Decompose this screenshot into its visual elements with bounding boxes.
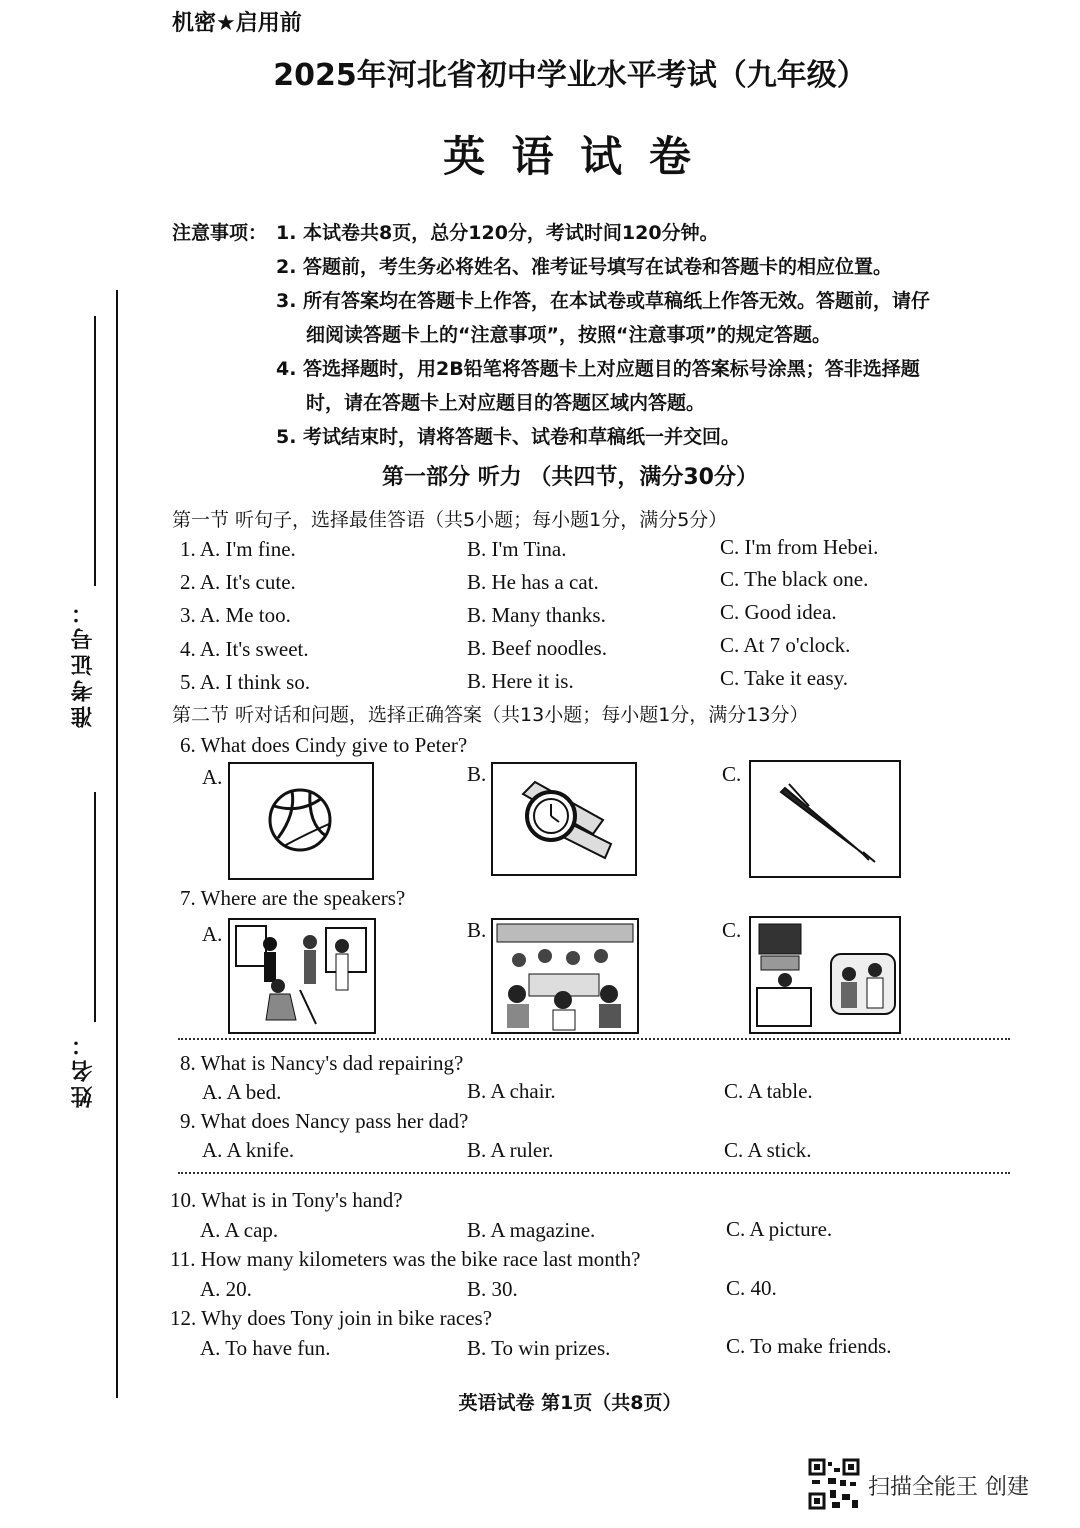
confidential-label: 机密★启用前 bbox=[172, 11, 302, 36]
q9-text: 9. What does Nancy pass her dad? bbox=[180, 1109, 469, 1133]
section1-title: 第一节 听句子，选择最佳答语（共5小题；每小题1分，满分5分） bbox=[172, 509, 728, 531]
part1-title: 第一部分 听力 （共四节，满分30分） bbox=[382, 465, 758, 490]
q12-option-a: A. To have fun. bbox=[200, 1336, 331, 1360]
q9-option-c: C. A stick. bbox=[724, 1138, 812, 1162]
living-room-icon bbox=[751, 918, 899, 1032]
q8-text: 8. What is Nancy's dad repairing? bbox=[180, 1051, 464, 1075]
paper-title: 英 语 试 卷 bbox=[443, 132, 697, 181]
q6-text: 6. What does Cindy give to Peter? bbox=[180, 733, 468, 757]
name-blank bbox=[94, 792, 96, 1022]
notice-item-2: 2. 答题前，考生务必将姓名、准考证号填写在试卷和答题卡的相应位置。 bbox=[276, 256, 893, 278]
q4-option-c: C. At 7 o'clock. bbox=[720, 633, 851, 657]
q12-option-c: C. To make friends. bbox=[726, 1334, 892, 1358]
binding-line bbox=[116, 290, 118, 1398]
q7-image-b bbox=[491, 918, 639, 1034]
q12-text: 12. Why does Tony join in bike races? bbox=[170, 1306, 493, 1330]
volleyball-icon bbox=[230, 764, 372, 878]
q9-option-a: A. A knife. bbox=[202, 1138, 295, 1162]
separator-1 bbox=[178, 1038, 1010, 1040]
notice-item-3: 3. 所有答案均在答题卡上作答，在本试卷或草稿纸上作答无效。答题前，请仔 bbox=[276, 290, 931, 312]
section2-title: 第二节 听对话和问题，选择正确答案（共13小题；每小题1分，满分13分） bbox=[172, 704, 809, 726]
q2-option-b: B. He has a cat. bbox=[467, 570, 599, 594]
q10-option-c: C. A picture. bbox=[726, 1217, 833, 1241]
q10-text: 10. What is in Tony's hand? bbox=[170, 1188, 403, 1212]
q6-label-b: B. bbox=[467, 762, 487, 786]
q5-option-c: C. Take it easy. bbox=[720, 666, 848, 690]
watch-icon bbox=[493, 764, 635, 874]
q11-text: 11. How many kilometers was the bike race last month? bbox=[170, 1247, 641, 1271]
q7-image-c bbox=[749, 916, 901, 1034]
page-footer: 英语试卷 第1页（共8页） bbox=[458, 1392, 682, 1414]
q6-label-a: A. bbox=[202, 765, 223, 789]
q6-label-c: C. bbox=[722, 762, 742, 786]
exam-title: 2025年河北省初中学业水平考试（九年级） bbox=[273, 58, 867, 93]
q7-image-a bbox=[228, 918, 376, 1034]
q6-image-b bbox=[491, 762, 637, 876]
q8-option-b: B. A chair. bbox=[467, 1079, 556, 1103]
q10-option-a: A. A cap. bbox=[200, 1218, 279, 1242]
name-label: 姓名： bbox=[71, 1030, 96, 1108]
notice-item-3-cont: 细阅读答题卡上的“注意事项”，按照“注意事项”的规定答题。 bbox=[306, 324, 831, 346]
q11-option-c: C. 40. bbox=[726, 1276, 777, 1300]
q12-option-b: B. To win prizes. bbox=[467, 1336, 611, 1360]
exam-id-blank bbox=[94, 316, 96, 586]
classroom-cleaning-icon bbox=[230, 920, 374, 1032]
q2-option-a: 2. A. It's cute. bbox=[180, 570, 296, 594]
notice-label: 注意事项： bbox=[172, 222, 268, 244]
q1-option-c: C. I'm from Hebei. bbox=[720, 535, 879, 559]
q9-option-b: B. A ruler. bbox=[467, 1138, 554, 1162]
q7-text: 7. Where are the speakers? bbox=[180, 886, 406, 910]
q4-option-a: 4. A. It's sweet. bbox=[180, 637, 309, 661]
q3-option-a: 3. A. Me too. bbox=[180, 603, 291, 627]
q2-option-c: C. The black one. bbox=[720, 567, 869, 591]
q5-option-b: B. Here it is. bbox=[467, 669, 574, 693]
notice-item-4: 4. 答选择题时，用2B铅笔将答题卡上对应题目的答案标号涂黑；答非选择题 bbox=[276, 358, 920, 380]
q11-option-a: A. 20. bbox=[200, 1277, 252, 1301]
q1-option-b: B. I'm Tina. bbox=[467, 537, 567, 561]
q6-image-c bbox=[749, 760, 901, 878]
q7-label-b: B. bbox=[467, 918, 487, 942]
q8-option-a: A. A bed. bbox=[202, 1080, 282, 1104]
qr-code-icon bbox=[808, 1458, 860, 1510]
notice-item-4-cont: 时，请在答题卡上对应题目的答题区域内答题。 bbox=[306, 392, 706, 414]
dining-hall-icon bbox=[493, 920, 637, 1032]
q11-option-b: B. 30. bbox=[467, 1277, 518, 1301]
q8-option-c: C. A table. bbox=[724, 1079, 813, 1103]
exam-id-label: 准考证号： bbox=[71, 598, 96, 728]
q7-label-c: C. bbox=[722, 918, 742, 942]
pen-icon bbox=[751, 762, 899, 876]
q3-option-b: B. Many thanks. bbox=[467, 603, 606, 627]
q5-option-a: 5. A. I think so. bbox=[180, 670, 311, 694]
watermark-text: 扫描全能王 创建 bbox=[868, 1475, 1029, 1500]
notice-item-1: 1. 本试卷共8页，总分120分，考试时间120分钟。 bbox=[276, 222, 719, 244]
separator-2 bbox=[178, 1172, 1010, 1174]
q3-option-c: C. Good idea. bbox=[720, 600, 837, 624]
q4-option-b: B. Beef noodles. bbox=[467, 636, 607, 660]
q1-option-a: 1. A. I'm fine. bbox=[180, 537, 296, 561]
q7-label-a: A. bbox=[202, 922, 223, 946]
q6-image-a bbox=[228, 762, 374, 880]
notice-item-5: 5. 考试结束时，请将答题卡、试卷和草稿纸一并交回。 bbox=[276, 426, 741, 448]
q10-option-b: B. A magazine. bbox=[467, 1218, 596, 1242]
